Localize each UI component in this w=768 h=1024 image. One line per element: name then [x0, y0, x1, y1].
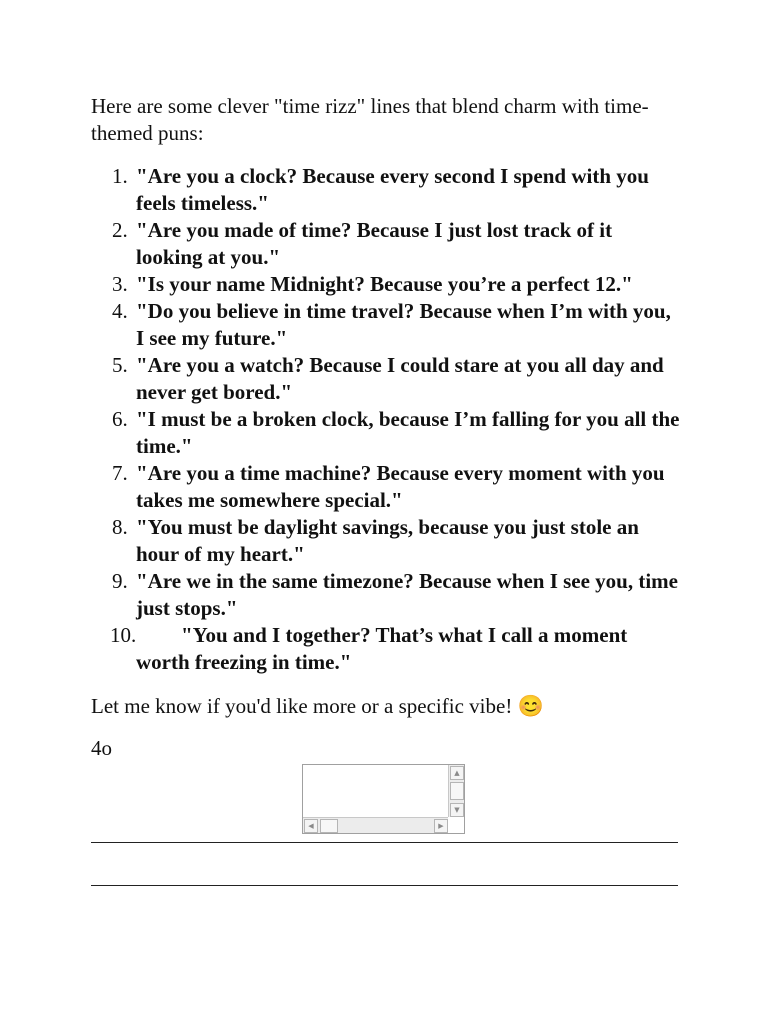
list-item-text: "Do you believe in time travel? Because when I’m with you, I see my future." — [136, 299, 671, 350]
list-item-text: "Are you a time machine? Because every moment with you takes me somewhere special." — [136, 461, 665, 512]
list-item-text: "Are you a clock? Because every second I spend with you feels timeless." — [136, 164, 649, 215]
closing-paragraph: Let me know if you'd like more or a specific vibe! 😊 — [91, 694, 544, 718]
list-item — [91, 514, 681, 568]
document-body — [91, 93, 681, 762]
list-item-text: "You must be daylight savings, because you just stole an hour of my heart." — [136, 515, 639, 566]
list-item — [91, 163, 681, 217]
intro-paragraph: Here are some clever "time rizz" lines that blend charm with time-themed puns: — [91, 94, 649, 145]
scroll-right-arrow-icon[interactable]: ▶ — [434, 819, 448, 833]
scroll-down-arrow-icon[interactable]: ▼ — [450, 803, 464, 817]
list-item — [91, 622, 681, 676]
list-item-number: 1. — [112, 164, 128, 188]
list-item — [91, 298, 681, 352]
list-item-text: "Are we in the same timezone? Because when I see you, time just stops." — [136, 569, 679, 620]
list-item — [91, 352, 681, 406]
model-label: 4o — [91, 736, 112, 760]
list-item-text: "I must be a broken clock, because I’m falling for you all the time." — [136, 407, 680, 458]
rizz-lines-list — [91, 163, 681, 676]
list-item-text: "Is your name Midnight? Because you’re a perfect 12." — [136, 272, 633, 296]
list-item — [91, 460, 681, 514]
list-item-text: "Are you a watch? Because I could stare at you all day and never get bored." — [136, 353, 664, 404]
vertical-scrollbar[interactable] — [448, 765, 464, 818]
list-item — [91, 217, 681, 271]
list-item — [91, 568, 681, 622]
list-item-number: 6. — [112, 407, 128, 431]
list-item-number: 8. — [112, 515, 128, 539]
scroll-left-arrow-icon[interactable]: ◀ — [304, 819, 318, 833]
scrollbar-corner — [448, 817, 464, 833]
list-item-number: 5. — [112, 353, 128, 377]
list-item-number: 3. — [112, 272, 128, 296]
scroll-up-arrow-icon[interactable]: ▲ — [450, 766, 464, 780]
list-item-number: 4. — [112, 299, 128, 323]
list-item — [91, 271, 681, 298]
list-item-number: 7. — [112, 461, 128, 485]
list-item-number: 10. — [110, 623, 137, 647]
horizontal-rule — [91, 842, 678, 843]
embedded-text-area[interactable] — [302, 764, 465, 834]
list-item-text: "You and I together? That’s what I call a moment worth freezing in time." — [136, 623, 628, 674]
horizontal-rule — [91, 885, 678, 886]
horizontal-scroll-thumb[interactable] — [320, 819, 338, 833]
list-item-number: 9. — [112, 569, 128, 593]
vertical-scroll-thumb[interactable] — [450, 782, 464, 800]
list-item-text: "Are you made of time? Because I just lost track of it looking at you." — [136, 218, 613, 269]
list-item — [91, 406, 681, 460]
list-item-number: 2. — [112, 218, 128, 242]
horizontal-scrollbar[interactable] — [303, 817, 450, 833]
